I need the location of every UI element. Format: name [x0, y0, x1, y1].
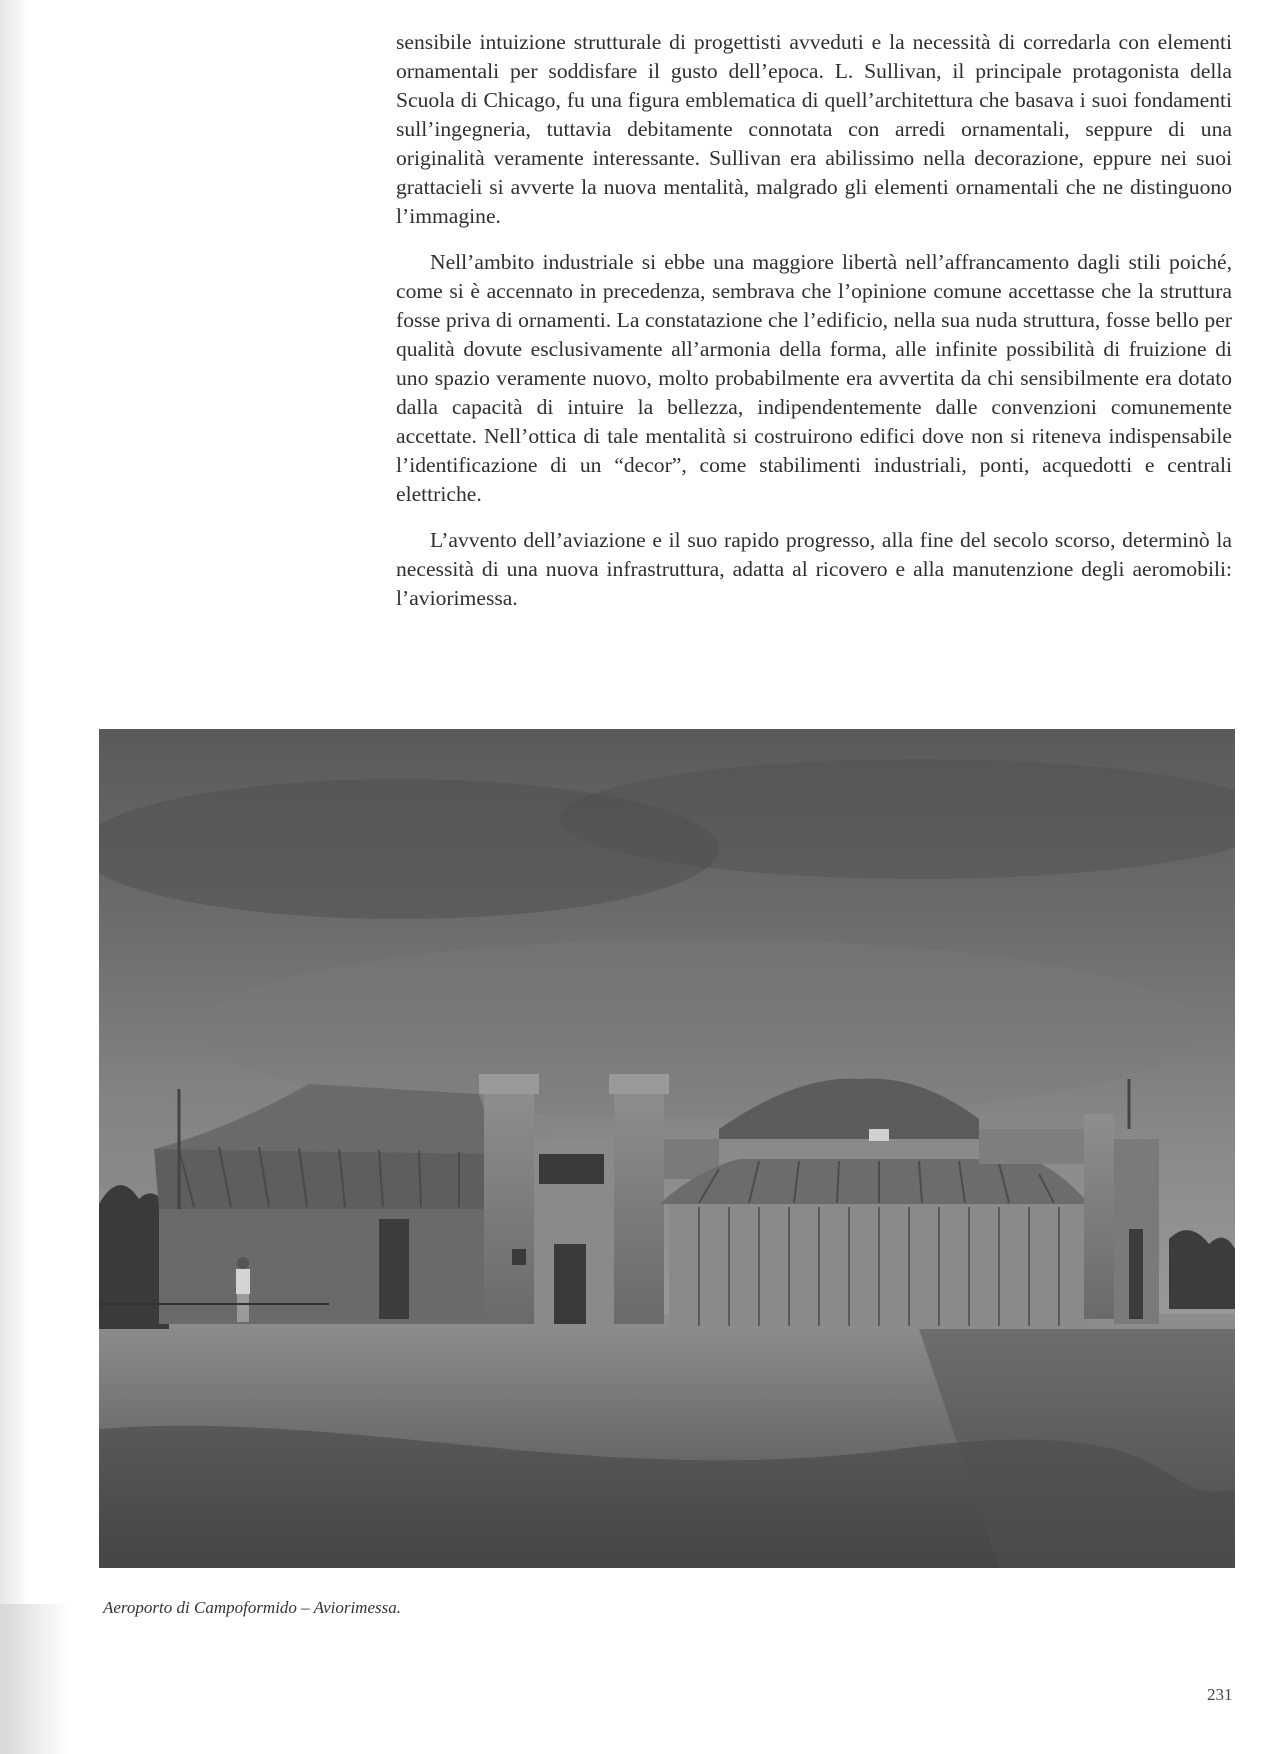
figure-caption: Aeroporto di Campoformido – Aviorimessa.	[103, 1598, 401, 1617]
hangar-photo	[99, 729, 1235, 1568]
page-gutter-shadow	[0, 0, 30, 1754]
paragraph-1: sensibile intuizione strutturale di progettisti avveduti e la necessità di corredarla con elementi ornamentali per soddisfare il gusto dell’epoca. L. Sullivan, il principale protagonista della Scuola di Chicago, fu una figura emblematica di quell’architettura che basava i suoi fondamenti sull’ingegneria, tuttavia debitamente connotata con arredi ornamentali, seppure di una originalità veramente interessante. Sullivan era abilissimo nella decorazione, eppure nei suoi grattacieli si avverte la nuova mentalità, malgrado gli elementi ornamentali che ne distinguono l’immagine.	[396, 30, 1232, 228]
paragraph-3: L’avvento dell’aviazione e il suo rapido progresso, alla fine del secolo scorso, determinò la necessità di una nuova infrastruttura, adatta al ricovero e alla manutenzione degli aeromobili: l’aviorimessa.	[396, 528, 1232, 610]
hangar-photo-illustration	[99, 729, 1235, 1568]
body-text	[396, 28, 1232, 630]
paragraph-2: Nell’ambito industriale si ebbe una maggiore libertà nell’affrancamento dagli stili poiché, come si è accennato in precedenza, sembrava che l’opinione comune accettasse che la struttura fosse priva di ornamenti. La constatazione che l’edificio, nella sua nuda struttura, fosse bello per qualità dovute esclusivamente all’armonia della forma, alle infinite possibilità di fruizione di uno spazio veramente nuovo, molto probabilmente era avvertita da chi sensibilmente era dotato dalla capacità di intuire la bellezza, indipendentemente dalle convenzioni comunemente accettate. Nell’ottica di tale mentalità si costruirono edifici dove non si riteneva indispensabile l’identificazione di un “decor”, come stabilimenti industriali, ponti, acquedotti e centrali elettriche.	[396, 250, 1232, 506]
page-corner-shadow	[0, 1604, 70, 1754]
page-number: 231	[1207, 1685, 1233, 1704]
